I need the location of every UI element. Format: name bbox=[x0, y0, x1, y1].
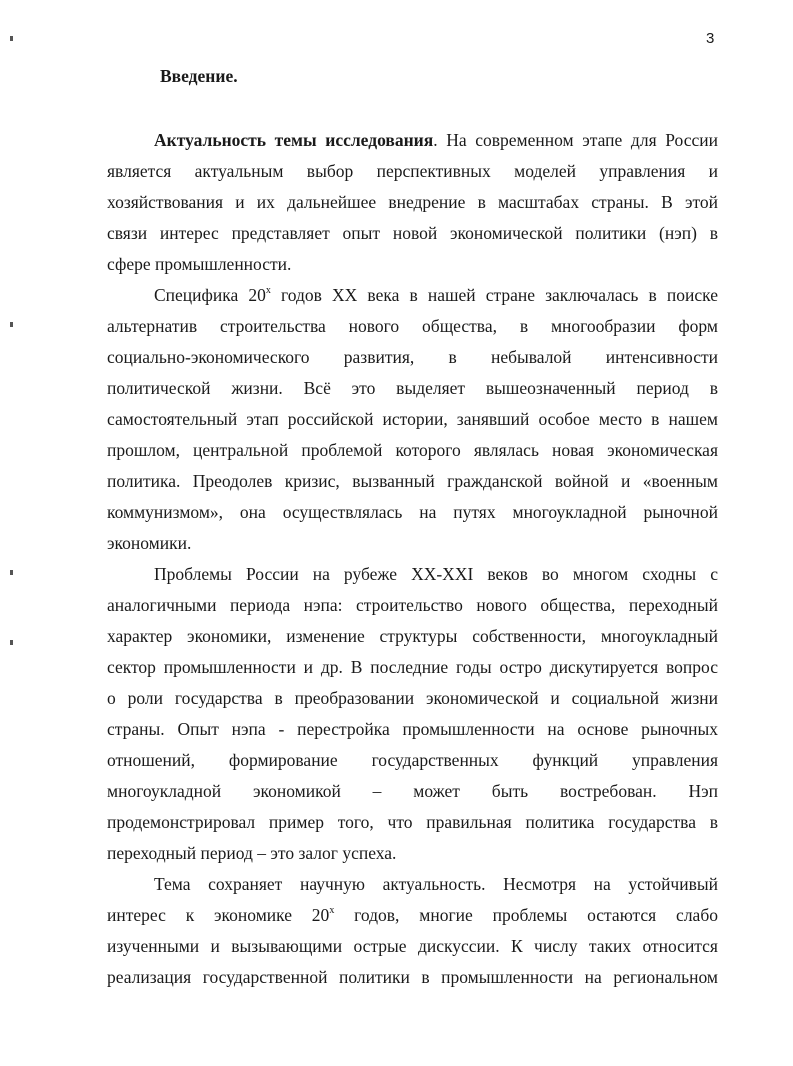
paragraph-3-line-6: страны. Опыт нэпа - перестройка промышленности на основе рыночных bbox=[107, 719, 718, 739]
paragraph-2-line-6: прошлом, центральной проблемой которого являлась новая экономическая bbox=[107, 440, 718, 460]
paragraph-3-line-4: сектор промышленности и др. В последние годы остро дискутируется вопрос bbox=[107, 657, 718, 677]
paragraph-4-line-2 bbox=[107, 903, 718, 927]
paragraph-4-line-3: изученными и вызывающими острые дискуссии. К числу таких относится bbox=[107, 936, 718, 956]
paragraph-3-line-1: Проблемы России на рубеже XX-XXI веков во многом сходны с bbox=[154, 564, 718, 584]
paragraph-4-line-4: реализация государственной политики в промышленности на региональном bbox=[107, 967, 718, 987]
paragraph-1-line-1 bbox=[154, 128, 718, 152]
paragraph-2-line-8: коммунизмом», она осуществлялась на путях многоукладной рыночной bbox=[107, 502, 718, 522]
paragraph-1-line-3: хозяйствования и их дальнейшее внедрение в масштабах страны. В этой bbox=[107, 192, 718, 212]
p4-superscript: х bbox=[329, 905, 335, 916]
paragraph-2-line-1 bbox=[154, 283, 718, 307]
paragraph-1-line-5: сфере промышленности. bbox=[107, 254, 292, 274]
page-number: 3 bbox=[706, 30, 715, 47]
paragraph-3-line-10: переходный период – это залог успеха. bbox=[107, 843, 397, 863]
section-heading: Введение. bbox=[160, 66, 238, 86]
paragraph-3-line-3: характер экономики, изменение структуры собственности, многоукладный bbox=[107, 626, 718, 646]
paragraph-2-line-5: самостоятельный этап российской истории, занявший особое место в нашем bbox=[107, 409, 718, 429]
paragraph-1-line-2: является актуальным выбор перспективных моделей управления и bbox=[107, 161, 718, 181]
p2-text-a: Специфика 20 bbox=[154, 285, 266, 305]
paragraph-3-line-8: многоукладной экономикой – может быть востребован. Нэп bbox=[107, 781, 718, 801]
paragraph-1-line-4: связи интерес представляет опыт новой экономической политики (нэп) в bbox=[107, 223, 718, 243]
p2-superscript: х bbox=[265, 285, 271, 296]
paragraph-2-line-4: политической жизни. Всё это выделяет вышеозначенный период в bbox=[107, 378, 718, 398]
paragraph-2-line-9: экономики. bbox=[107, 533, 192, 553]
paragraph-2-line-7: политика. Преодолев кризис, вызванный гражданской войной и «военным bbox=[107, 471, 718, 491]
scan-speck bbox=[10, 36, 13, 41]
paragraph-3-line-5: о роли государства в преобразовании экономической и социальной жизни bbox=[107, 688, 718, 708]
paragraph-2-line-3: социально-экономического развития, в небывалой интенсивности bbox=[107, 347, 718, 367]
scan-speck bbox=[10, 570, 13, 575]
relevance-label: Актуальность темы исследования bbox=[154, 130, 434, 150]
p2-text-b: годов XX века в нашей стране заключалась в поиске bbox=[270, 285, 718, 305]
paragraph-3-line-2: аналогичными периода нэпа: строительство нового общества, переходный bbox=[107, 595, 718, 615]
p4-text-b: годов, многие проблемы остаются слабо bbox=[334, 905, 718, 925]
scan-speck bbox=[10, 640, 13, 645]
relevance-text: . На современном этапе для России bbox=[433, 130, 718, 150]
paragraph-3-line-9: продемонстрировал пример того, что правильная политика государства в bbox=[107, 812, 718, 832]
paragraph-4-line-1: Тема сохраняет научную актуальность. Несмотря на устойчивый bbox=[154, 874, 718, 894]
scan-speck bbox=[10, 322, 13, 327]
p4-text-a: интерес к экономике 20 bbox=[107, 905, 330, 925]
paragraph-2-line-2: альтернатив строительства нового общества, в многообразии форм bbox=[107, 316, 718, 336]
paragraph-3-line-7: отношений, формирование государственных функций управления bbox=[107, 750, 718, 770]
